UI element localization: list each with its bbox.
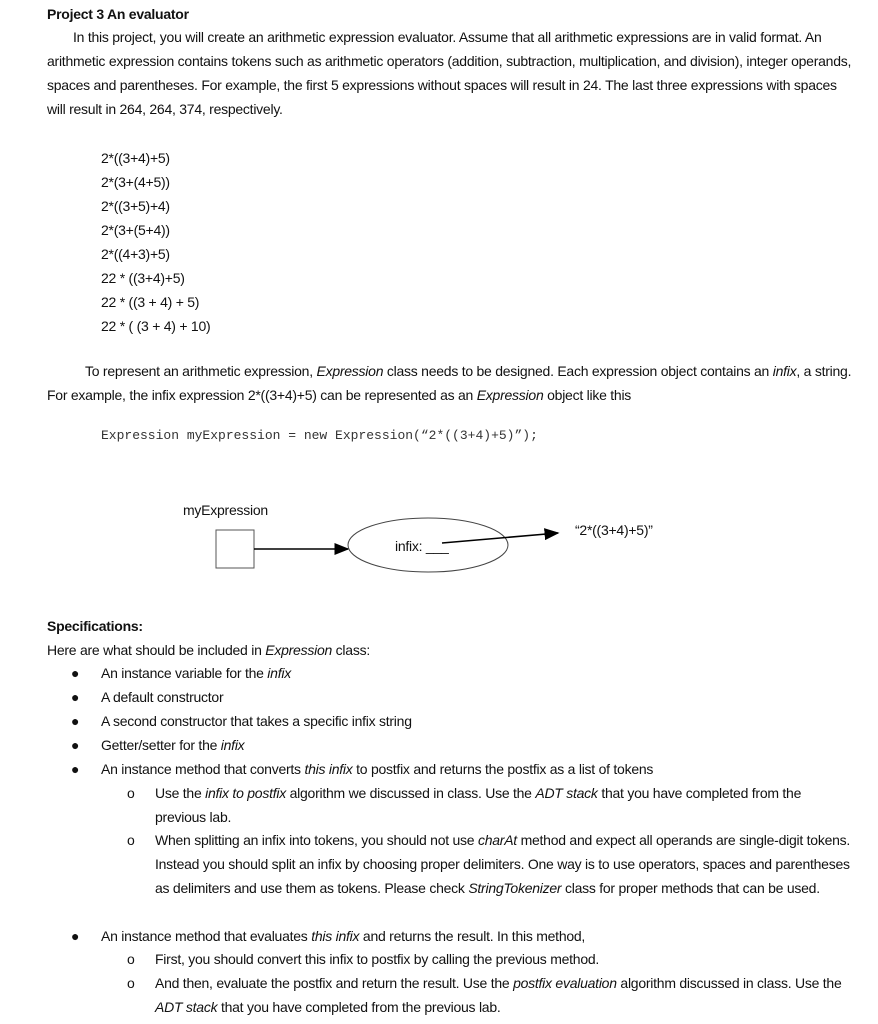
sub-bullet-icon: o (127, 832, 135, 848)
specifications-intro (47, 638, 370, 662)
sub-bullet-icon: o (127, 975, 135, 991)
list-item: A default constructor (101, 689, 224, 705)
text: , a string. For example, the infix expression 2*((3+4)+5) can be represented as an (47, 363, 852, 403)
sub-list-item (155, 781, 855, 829)
value-arrow (442, 533, 558, 543)
intro-paragraph: In this project, you will create an arithmetic expression evaluator. Assume that all arithmetic expressions are in valid format. An arithmetic expression contains tokens such as arithmetic operators (addition, subtraction, multiplication, and division), integer operands, spaces and parentheses. For example, the first 5 expressions without spaces will result in 24. The last three expressions with spaces will result in 264, 264, 374, respectively. (47, 29, 852, 117)
term: postfix evaluation (513, 975, 617, 991)
text: When splitting an infix into tokens, you should not use (155, 832, 478, 848)
text: and returns the result. In this method, (359, 928, 586, 944)
bullet-icon: ● (71, 761, 80, 777)
list-item (101, 733, 861, 757)
bullet-icon: ● (71, 928, 80, 944)
term: this infix (304, 761, 353, 777)
sub-bullet-icon: o (127, 785, 135, 801)
text: to postfix and returns the postfix as a list of tokens (352, 761, 654, 777)
text: class for proper methods that can be used. (561, 880, 820, 896)
bullet-icon: ● (71, 689, 80, 705)
sub-bullet-icon: o (127, 951, 135, 967)
text: method and expect all operands are single-digit tokens. Instead you should split an infix by choosing proper delimiters. One way is to use operators, spaces and parentheses as delimiters and use them as tokens. Please check (155, 832, 851, 896)
text: that you have completed from the previous lab. (155, 785, 802, 825)
text: object like this (543, 387, 632, 403)
expression-item: 22 * ((3 + 4) + 5) (101, 294, 200, 310)
text: Here are what should be included in (47, 642, 266, 658)
text: Use the (155, 785, 206, 801)
expression-item: 22 * ( (3 + 4) + 10) (101, 318, 211, 334)
expression-item: 2*((3+5)+4) (101, 198, 170, 214)
term: infix to postfix (205, 785, 286, 801)
text: that you have completed from the previous lab. (217, 999, 501, 1015)
text: An instance method that converts (101, 761, 305, 777)
spec-list (0, 661, 878, 1021)
term: StringTokenizer (468, 880, 562, 896)
class-name: Expression (265, 642, 333, 658)
reference-box (216, 530, 254, 568)
term: this infix (311, 928, 360, 944)
text: To represent an arithmetic expression, (85, 363, 317, 379)
term: infix (267, 665, 291, 681)
sub-list-item (155, 828, 855, 900)
bullet-icon: ● (71, 713, 80, 729)
expression-item: 2*(3+(5+4)) (101, 222, 170, 238)
page-title: Project 3 An evaluator (47, 6, 189, 22)
sub-list-item (155, 971, 855, 1019)
variable-label: myExpression (183, 502, 268, 518)
bullet-icon: ● (71, 737, 80, 753)
expression-item: 2*((4+3)+5) (101, 246, 170, 262)
text: Getter/setter for the (101, 737, 221, 753)
text: And then, evaluate the postfix and return the result. Use the (155, 975, 514, 991)
infix-value: “2*((3+4)+5)” (575, 522, 653, 538)
term: infix (220, 737, 245, 753)
sub-list-item: First, you should convert this infix to postfix by calling the previous method. (155, 951, 600, 967)
text: class needs to be designed. Each expression object contains an (383, 363, 773, 379)
expression-item: 22 * ((3+4)+5) (101, 270, 185, 286)
term: ADT stack (155, 999, 218, 1015)
term: ADT stack (535, 785, 598, 801)
list-item: A second constructor that takes a specific infix string (101, 713, 412, 729)
text: class: (332, 642, 370, 658)
bullet-icon: ● (71, 665, 80, 681)
text: algorithm we discussed in class. Use the (285, 785, 536, 801)
infix-field-label: infix: ___ (395, 538, 449, 554)
text: algorithm discussed in class. Use the (616, 975, 842, 991)
specifications-heading: Specifications: (47, 618, 143, 634)
term: infix (772, 363, 797, 379)
code-example: Expression myExpression = new Expression(“2*((3+4)+5)”); (101, 428, 538, 443)
text: An instance variable for the (101, 665, 268, 681)
class-name: Expression (476, 387, 544, 403)
expression-item: 2*(3+(4+5)) (101, 174, 170, 190)
list-item (101, 661, 861, 685)
list-item (101, 924, 861, 948)
term: charAt (477, 832, 517, 848)
class-name: Expression (316, 363, 384, 379)
expression-item: 2*((3+4)+5) (101, 150, 170, 166)
text: An instance method that evaluates (101, 928, 312, 944)
list-item (101, 757, 861, 781)
